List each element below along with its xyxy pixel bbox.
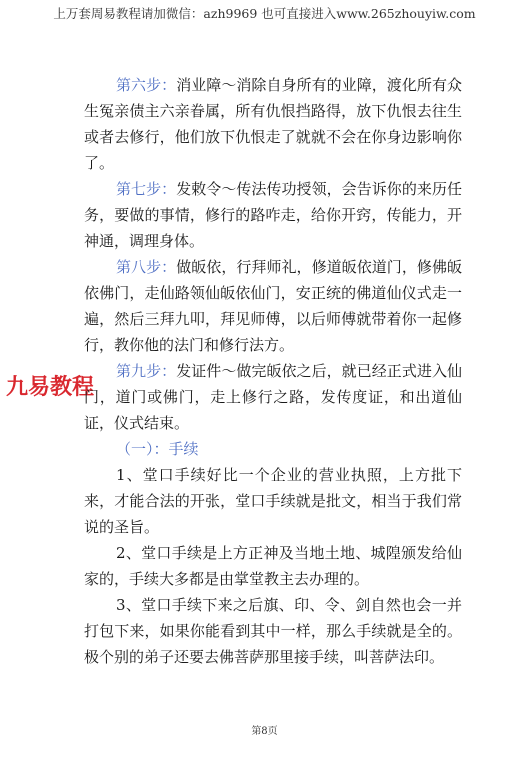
paragraph-text: 发敕令～传法传功授领，会告诉你的来历任务，要做的事情，修行的路咋走，给你开窍，传能力，开神通，调理身体。 xyxy=(84,180,462,250)
paragraph-text: 消业障～消除自身所有的业障，渡化所有众生冤亲债主六亲眷属，所有仇恨挡路得，放下仇恨去往生或者去修行，他们放下仇恨走了就就不会在你身边影响你了。 xyxy=(84,76,462,172)
paragraph-step-8 xyxy=(84,254,462,358)
watermark-logo: 九易教程 xyxy=(6,375,95,400)
paragraph-text: 做皈依，行拜师礼，修道皈依道门，修佛皈依佛门，走仙路领仙皈依仙门，安正统的佛道仙仪式走一遍，然后三拜九叩，拜见师傅，以后师傅就带着你一起修行，教你他的法门和修行法方。 xyxy=(84,258,462,354)
section-subheading: （一）：手续 xyxy=(116,440,199,458)
list-item: 3、堂口手续下来之后旗、印、令、剑自然也会一并打包下来，如果你能看到其中一样，那么手续就是全的。极个别的弟子还要去佛菩萨那里接手续，叫菩萨法印。 xyxy=(84,596,462,666)
list-item: 2、堂口手续是上方正神及当地土地、城隍颁发给仙家的，手续大多都是由掌堂教主去办理的。 xyxy=(84,544,462,588)
step-label: 第八步： xyxy=(116,258,177,276)
page-header: 上万套周易教程请加微信：azh9969 也可直接进入www.265zhouyiw.com xyxy=(53,6,476,21)
paragraph-step-7 xyxy=(84,176,462,254)
paragraph-text: 发证件～做完皈依之后，就已经正式进入仙门，道门或佛门，走上修行之路，发传度证，和出道仙证，仪式结束。 xyxy=(84,362,462,432)
step-label: 第七步： xyxy=(116,180,177,198)
document-body xyxy=(84,72,462,670)
list-item: 1、堂口手续好比一个企业的营业执照，上方批下来，才能合法的开张，堂口手续就是批文，相当于我们常说的圣旨。 xyxy=(84,466,462,536)
step-label: 第六步： xyxy=(116,76,177,94)
paragraph-step-6 xyxy=(84,72,462,176)
page-number: 第8页 xyxy=(251,726,278,737)
step-label: 第九步： xyxy=(116,362,177,380)
paragraph-step-9 xyxy=(84,358,462,436)
